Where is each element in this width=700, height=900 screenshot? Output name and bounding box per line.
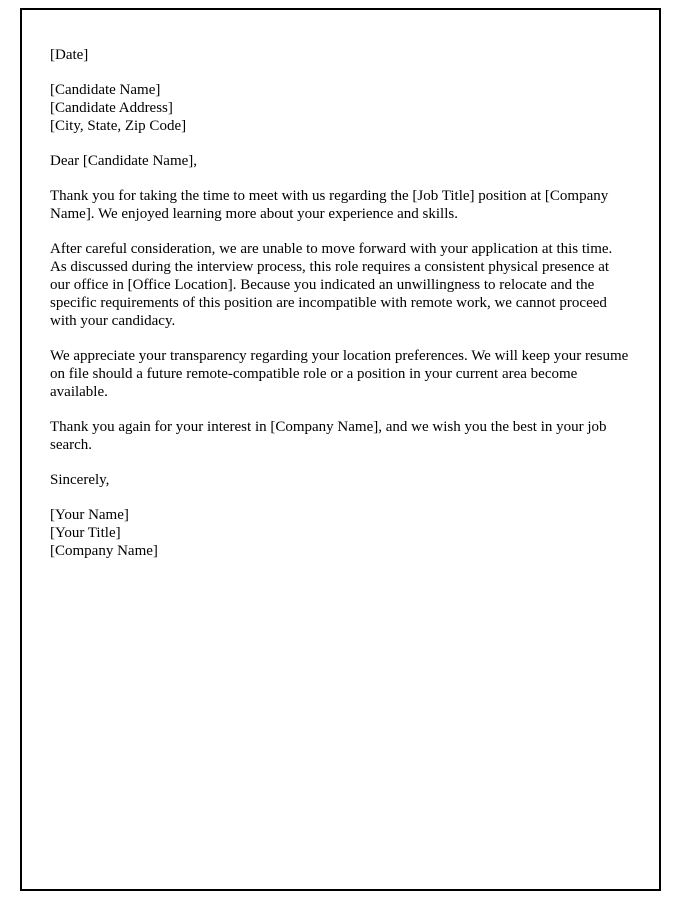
paragraph-transparency: We appreciate your transparency regarding your location preferences. We will keep your resume on file should a future remote-compatible role or a position in your current area become available. [50, 348, 629, 400]
letter-page [20, 8, 661, 891]
recipient-name: [Candidate Name] [50, 82, 161, 98]
paragraph-wellwishes: Thank you again for your interest in [Company Name], and we wish you the best in your job search. [50, 419, 607, 453]
salutation: Dear [Candidate Name], [50, 153, 198, 169]
closing: Sincerely, [50, 472, 110, 488]
recipient-address: [Candidate Address] [50, 100, 173, 116]
letter-content [22, 10, 659, 560]
signature-block [50, 506, 629, 560]
signature-company: [Company Name] [50, 543, 158, 559]
recipient-block [50, 81, 629, 135]
recipient-city-state-zip: [City, State, Zip Code] [50, 118, 187, 134]
paragraph-thanks: Thank you for taking the time to meet with us regarding the [Job Title] position at [Company Name]. We enjoyed learning more about your experience and skills. [50, 188, 609, 222]
paragraph-decision: After careful consideration, we are unable to move forward with your application at this time. As discussed during the interview process, this role requires a consistent physical presence at our office in [Office Location]. Because you indicated an unwillingness to relocate and the specific requirements of this position are incompatible with remote work, we cannot proceed with your candidacy. [50, 241, 613, 329]
letter-date: [Date] [50, 47, 89, 63]
signature-title: [Your Title] [50, 525, 121, 541]
signature-name: [Your Name] [50, 507, 129, 523]
